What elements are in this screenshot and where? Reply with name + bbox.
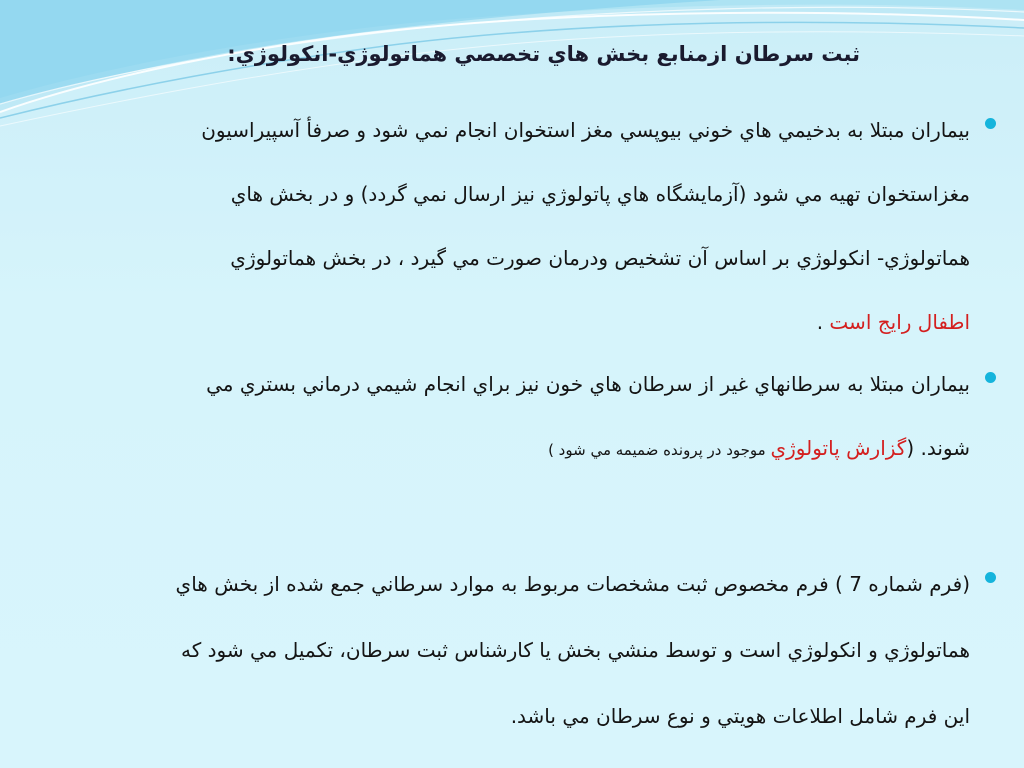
bullet-2-line-1: بيماران مبتلا به سرطانهاي غير از سرطان هاي خون نيز براي انجام شيمي درماني بستري مي <box>206 372 970 396</box>
bullet-1-highlight: اطفال رايج است <box>829 310 970 334</box>
bullet-dot-icon <box>985 572 996 583</box>
bullet-3-line-1: (فرم شماره 7 ) فرم مخصوص ثبت مشخصات مربوط به موارد سرطاني جمع شده از بخش هاي <box>175 572 970 596</box>
bullet-item-3 <box>80 564 970 762</box>
bullet-1-line-4 <box>80 302 970 366</box>
bullet-3-line-2: هماتولوژي و انکولوژي است و توسط منشي بخش يا کارشناس ثبت سرطان، تکميل مي شود که <box>181 638 970 662</box>
bullet-3-line-3: اين فرم شامل اطلاعات هويتي و نوع سرطان مي باشد. <box>510 704 970 728</box>
bullet-1-line-2: مغزاستخوان تهيه مي شود (آزمايشگاه هاي پاتولوژي نيز ارسال نمي گردد) و در بخش هاي <box>230 182 970 206</box>
bullet-dot-icon <box>985 118 996 129</box>
bullet-item-1 <box>80 110 970 366</box>
bullet-2-highlight: گزارش پاتولوژي <box>770 436 907 460</box>
bullet-2-note: موجود در پرونده ضميمه مي شود ) <box>548 441 771 459</box>
slide-title: ثبت سرطان ازمنابع بخش هاي تخصصي هماتولوژي-انکولوژي: <box>227 42 860 66</box>
bullet-dot-icon <box>985 372 996 383</box>
bullet-item-2 <box>80 364 970 492</box>
bullet-1-line-1: بيماران مبتلا به بدخيمي هاي خوني بيوپسي مغز استخوان انجام نمي شود و صرفأ آسپيراسيون <box>201 118 970 142</box>
bullet-1-line-3: هماتولوژي- انکولوژي بر اساس آن تشخيص ودرمان صورت مي گيرد ، در بخش هماتولوژي <box>230 246 970 270</box>
bullet-2-pre: شوند. ( <box>906 436 970 460</box>
bullet-1-end: . <box>816 310 830 334</box>
bullet-2-line-2 <box>80 428 970 492</box>
